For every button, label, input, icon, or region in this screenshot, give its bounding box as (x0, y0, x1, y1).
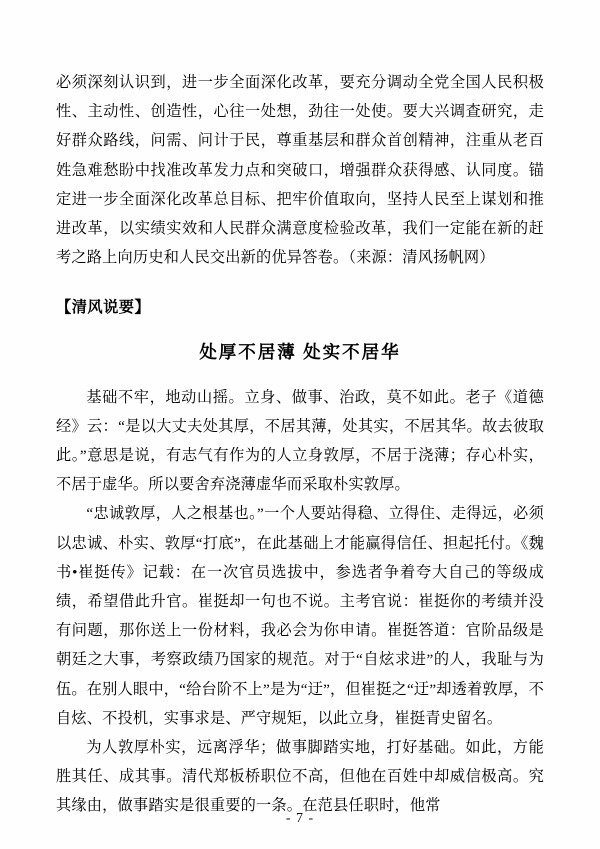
article-title: 处厚不居薄 处实不居华 (199, 342, 401, 363)
paragraph: 为人敦厚朴实，远离浮华；做事脚踏实地，打好基础。如此，方能胜其任、成其事。清代郑板桥职位不高，但他在百姓中却威信极高。究其缘由，做事踏实是很重要的一条。在范县任职时，他常 (56, 738, 544, 815)
section-label: 【清风说要】 (56, 299, 151, 317)
paragraph: 基础不牢，地动山摇。立身、做事、治政，莫不如此。老子《道德经》云：“是以大丈夫处其厚，不居其薄，处其实，不居其华。故去彼取此。”意思是说，有志气有作为的人立身敦厚，不居于浇薄；存心朴实，不居于虚华。所以要舍弃浇薄虚华而采取朴实敦厚。 (56, 388, 544, 494)
opening-paragraph: 必须深刻认识到，进一步全面深化改革，要充分调动全党全国人民积极性、主动性、创造性，心往一处想，劲往一处使。要大兴调查研究，走好群众路线，问需、问计于民，尊重基层和群众首创精神，注重从老百姓急难愁盼中找准改革发力点和突破口，增强群众获得感、认同度。锚定进一步全面深化改革总目标、把牢价值取向，坚持人民至上谋划和推进改革，以实绩实效和人民群众满意度检验改革，我们一定能在新的赶考之路上向历史和人民交出新的优异答卷。（来源：清风扬帆网） (56, 74, 544, 267)
article-body (56, 383, 544, 821)
document-body (56, 68, 544, 821)
page-number: - 7 - (285, 811, 315, 826)
paragraph: “忠诚敦厚，人之根基也。”一个人要站得稳、立得住、走得远，必须以忠诚、朴实、敦厚“打底”，在此基础上才能赢得信任、担起托付。《魏书•崔挺传》记载：在一次官员选拔中，参选者争着夸大自己的等级成绩，希望借此升官。崔挺却一句也不说。主考官说：崔挺你的考绩并没有问题，那你送上一份材料，我必会为你申请。崔挺答道：官阶品级是朝廷之大事，考察政绩乃国家的规范。对于“自炫求进”的人，我耻与为伍。在别人眼中，“给台阶不上”是为“迂”，但崔挺之“迂”却透着敦厚，不自炫、不投机，实事求是、严守规矩，以此立身，崔挺青史留名。 (56, 505, 544, 727)
